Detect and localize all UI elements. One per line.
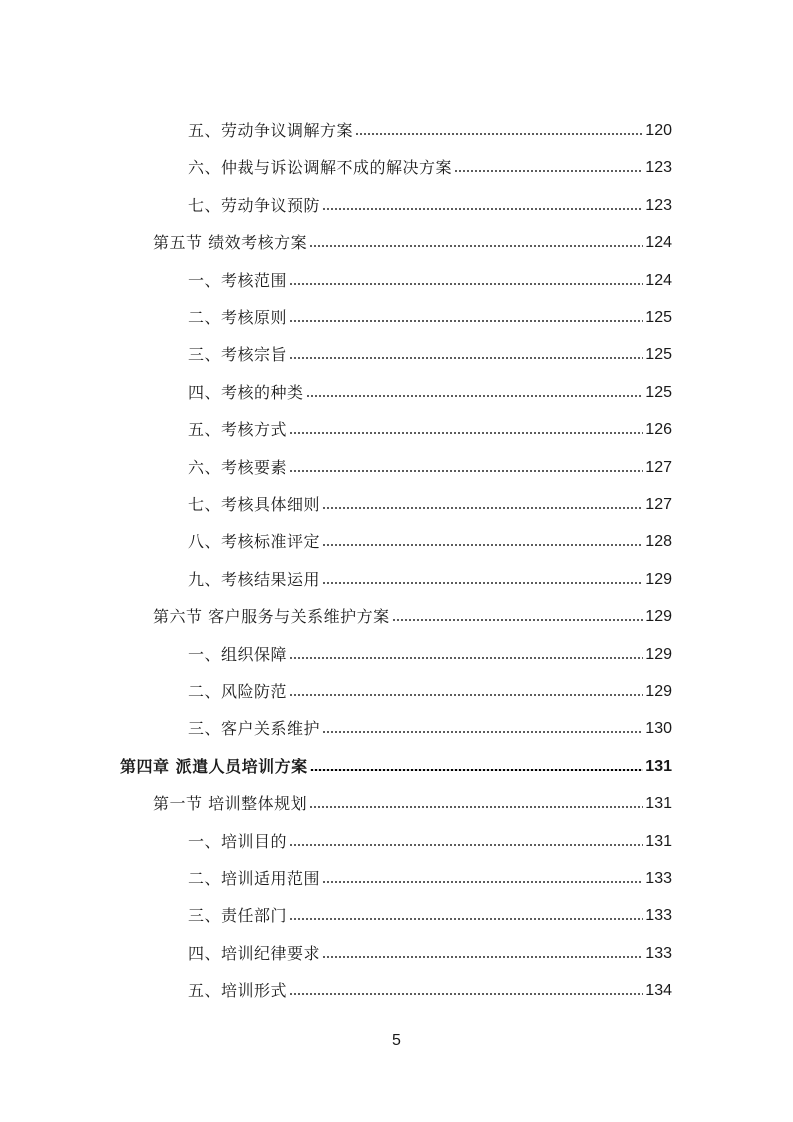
toc-entry[interactable] (188, 455, 672, 481)
toc-entry[interactable] (188, 193, 672, 219)
dot-leader (322, 507, 643, 509)
toc-entry-title: 二、考核原则 (188, 308, 288, 327)
dot-leader (310, 769, 644, 771)
dot-leader (309, 806, 643, 808)
toc-entry-page: 123 (645, 159, 672, 177)
toc-entry[interactable] (188, 529, 672, 555)
dot-leader (322, 544, 643, 546)
dot-leader (322, 731, 643, 733)
toc-entry-title: 五、劳动争议调解方案 (188, 121, 354, 140)
toc-entry-title: 四、考核的种类 (188, 382, 304, 402)
toc-entry-page: 129 (645, 683, 672, 700)
toc-entry[interactable] (188, 342, 672, 368)
dot-leader (289, 918, 643, 920)
toc-entry[interactable] (188, 155, 672, 181)
toc-entry[interactable] (188, 829, 672, 855)
toc-entry[interactable] (153, 604, 672, 630)
toc-entry-page: 125 (645, 383, 672, 401)
toc-entry-title: 第四章 派遣人员培训方案 (120, 756, 308, 776)
dot-leader (322, 208, 643, 210)
toc-entry[interactable] (188, 268, 672, 294)
toc-entry[interactable] (188, 642, 672, 668)
toc-entry-page: 120 (645, 122, 672, 139)
dot-leader (289, 432, 643, 434)
dot-leader (309, 245, 643, 247)
dot-leader (454, 170, 643, 172)
toc-entry-title: 一、组织保障 (188, 644, 288, 664)
toc-entry-title: 三、责任部门 (188, 906, 288, 926)
toc-entry-page: 133 (645, 907, 672, 925)
toc-entry[interactable] (188, 903, 672, 929)
toc-entry[interactable] (188, 941, 672, 967)
toc-entry-title: 二、培训适用范围 (188, 869, 321, 888)
toc-entry-page: 133 (645, 944, 672, 962)
toc-entry-title: 五、培训形式 (188, 981, 288, 1001)
dot-leader (322, 582, 643, 584)
toc-entry-title: 六、考核要素 (188, 457, 288, 477)
toc-entry-page: 130 (645, 720, 672, 738)
dot-leader (289, 993, 643, 995)
toc-entry-title: 第五节 绩效考核方案 (153, 233, 308, 253)
dot-leader (289, 694, 643, 696)
toc-entry-page: 131 (645, 757, 672, 775)
dot-leader (289, 657, 643, 659)
toc-entry[interactable] (188, 492, 672, 518)
toc-entry-title: 六、仲裁与诉讼调解不成的解决方案 (188, 158, 453, 178)
toc-entry-title: 八、考核标准评定 (188, 532, 321, 552)
toc-entry-page: 126 (645, 421, 672, 439)
dot-leader (289, 470, 643, 472)
toc-entry-title: 二、风险防范 (188, 682, 288, 701)
toc-entry-title: 七、考核具体细则 (188, 495, 321, 514)
toc-entry-title: 第一节 培训整体规划 (153, 794, 308, 814)
toc-entry-page: 125 (645, 309, 672, 326)
toc-entry-page: 129 (645, 570, 672, 588)
dot-leader (322, 881, 643, 883)
toc-entry[interactable] (153, 230, 672, 256)
toc-entry-title: 三、客户关系维护 (188, 719, 321, 739)
toc-entry[interactable] (188, 866, 672, 892)
dot-leader (306, 395, 644, 397)
toc-entry[interactable] (188, 118, 672, 144)
toc-entry[interactable] (188, 716, 672, 742)
toc-entry[interactable] (188, 679, 672, 705)
toc-entry-title: 一、考核范围 (188, 270, 288, 290)
toc-entry-page: 125 (645, 346, 672, 364)
toc-entry-page: 128 (645, 533, 672, 551)
dot-leader (392, 619, 644, 621)
toc-entry[interactable] (153, 791, 672, 817)
toc-entry[interactable] (188, 380, 672, 406)
toc-entry-page: 131 (645, 832, 672, 850)
toc-entry-title: 五、考核方式 (188, 420, 288, 440)
toc-entry-title: 第六节 客户服务与关系维护方案 (153, 607, 390, 627)
toc-entry[interactable] (188, 978, 672, 1004)
toc-entry-page: 124 (645, 234, 672, 252)
toc-entry-title: 一、培训目的 (188, 831, 288, 851)
dot-leader (289, 283, 643, 285)
toc-entry-page: 123 (645, 196, 672, 214)
toc-entry-page: 129 (645, 645, 672, 663)
toc-entry-title: 四、培训纪律要求 (188, 943, 321, 963)
toc-entry-page: 134 (645, 982, 672, 1000)
toc-entry-title: 七、劳动争议预防 (188, 195, 321, 215)
toc-entry-page: 129 (645, 608, 672, 626)
toc-entry-title: 九、考核结果运用 (188, 569, 321, 589)
dot-leader (322, 956, 643, 958)
dot-leader (289, 357, 643, 359)
toc-entry-page: 124 (645, 271, 672, 289)
toc-entry-page: 127 (645, 496, 672, 513)
toc-entry[interactable] (188, 305, 672, 331)
toc-entry-page: 133 (645, 870, 672, 887)
toc-entry[interactable] (188, 417, 672, 443)
toc-entry-chapter[interactable] (120, 754, 672, 780)
toc-entry-page: 131 (645, 795, 672, 813)
dot-leader (355, 133, 643, 135)
toc-entry-title: 三、考核宗旨 (188, 345, 288, 365)
dot-leader (289, 844, 643, 846)
dot-leader (289, 320, 643, 322)
page-number: 5 (392, 1032, 401, 1049)
toc-entry-page: 127 (645, 458, 672, 476)
toc-entry[interactable] (188, 567, 672, 593)
